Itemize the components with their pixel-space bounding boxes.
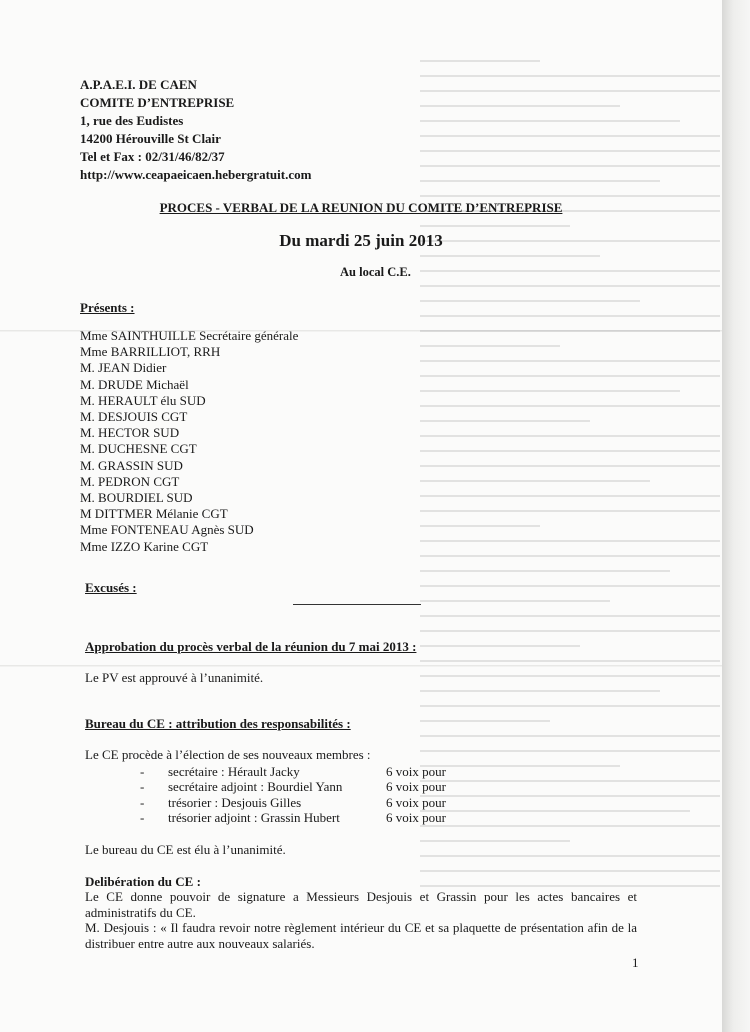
- attendee: M. DESJOUIS CGT: [80, 409, 188, 425]
- election-votes: 6 voix pour: [386, 764, 446, 779]
- attendee: Mme IZZO Karine CGT: [80, 538, 209, 554]
- attendee: M. HERAULT élu SUD: [80, 392, 206, 408]
- attendee: M. JEAN Didier: [80, 360, 167, 376]
- list-dash: -: [140, 764, 145, 779]
- website-url: http://www.ceapaeicaen.hebergratuit.com: [80, 167, 312, 182]
- page-number: 1: [632, 955, 639, 970]
- document-title: PROCES - VERBAL DE LA REUNION DU COMITE D’ENTREPRISE: [159, 200, 563, 215]
- attendee: M. DRUDE Michaël: [80, 376, 189, 392]
- attendee: Mme BARRILLIOT, RRH: [80, 344, 221, 360]
- election-row: [140, 764, 446, 779]
- attendee: M. DUCHESNE CGT: [80, 441, 197, 457]
- election-list: [140, 764, 446, 826]
- election-role: trésorier : Desjouis Gilles: [168, 794, 302, 810]
- deliberation-quote: M. Desjouis : « Il faudra revoir notre règlement intérieur du CE et sa plaquette de présentation afin de la distribuer entre autre aux nouveaux salariés.: [85, 920, 637, 951]
- attendee: M. HECTOR SUD: [80, 425, 180, 441]
- attendee: M. BOURDIEL SUD: [80, 490, 193, 506]
- bureau-intro: Le CE procède à l’élection de ses nouveaux membres :: [85, 747, 371, 762]
- approbation-heading: Approbation du procès verbal de la réunion du 7 mai 2013 :: [85, 639, 417, 654]
- deliberation-paragraph: Le CE donne pouvoir de signature a Messieurs Desjouis et Grassin pour les actes bancaires et administratifs du CE.: [85, 889, 637, 920]
- election-role: secrétaire adjoint : Bourdiel Yann: [168, 779, 343, 795]
- list-dash: -: [140, 794, 145, 810]
- election-row: [140, 779, 446, 794]
- attendee: M DITTMER Mélanie CGT: [80, 506, 228, 522]
- election-votes: 6 voix pour: [386, 810, 446, 826]
- organization-header: [80, 76, 311, 184]
- attendee: Mme FONTENEAU Agnès SUD: [80, 522, 254, 538]
- list-dash: -: [140, 810, 145, 826]
- attendee-list: [80, 328, 298, 555]
- excuses-heading: Excusés :: [85, 580, 137, 595]
- phone-fax: Tel et Fax : 02/31/46/82/37: [80, 149, 225, 164]
- street-address: 1, rue des Eudistes: [80, 113, 184, 128]
- election-role: secrétaire : Hérault Jacky: [168, 764, 300, 779]
- page-edge: [722, 0, 750, 1032]
- bureau-heading: Bureau du CE : attribution des responsabilités :: [85, 716, 351, 731]
- meeting-date: Du mardi 25 juin 2013: [279, 231, 443, 250]
- election-votes: 6 voix pour: [386, 794, 446, 810]
- election-role: trésorier adjoint : Grassin Hubert: [168, 810, 340, 826]
- org-name: A.P.A.E.I. DE CAEN: [80, 77, 197, 92]
- city-address: 14200 Hérouville St Clair: [80, 131, 221, 146]
- deliberation-heading: Delibération du CE :: [85, 874, 201, 889]
- meeting-location: Au local C.E.: [340, 265, 411, 279]
- election-row: [140, 795, 446, 810]
- election-votes: 6 voix pour: [386, 779, 446, 795]
- committee-name: COMITE D’ENTREPRISE: [80, 95, 235, 110]
- approbation-text: Le PV est approuvé à l’unanimité.: [85, 670, 264, 685]
- presents-heading: Présents :: [80, 300, 135, 315]
- attendee: M. PEDRON CGT: [80, 473, 180, 489]
- list-dash: -: [140, 779, 145, 795]
- attendee: M. GRASSIN SUD: [80, 457, 183, 473]
- election-row: [140, 810, 446, 825]
- attendee: Mme SAINTHUILLE Secrétaire générale: [80, 328, 299, 343]
- separator-line: [293, 604, 421, 605]
- fold-line: [0, 665, 722, 667]
- bureau-conclusion: Le bureau du CE est élu à l’unanimité.: [85, 842, 286, 857]
